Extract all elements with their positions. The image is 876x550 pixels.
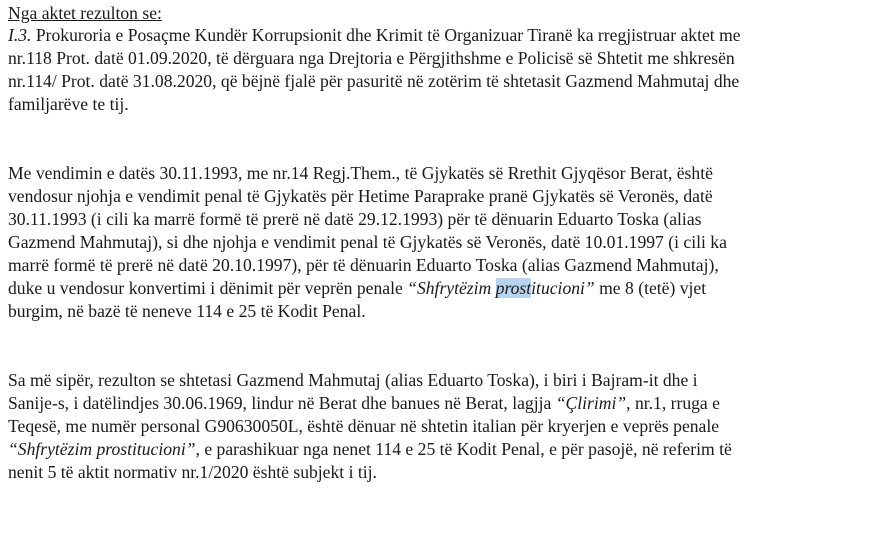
paragraph-3-line-3: Teqesë, me numër personal G90630050L, është dënuar në shtetin italian për kryerjen e veprës penale	[8, 416, 720, 436]
paragraph-2-line-6	[8, 277, 864, 299]
paragraph-2-text-6e: me 8 (tetë) vjet	[594, 278, 707, 298]
paragraph-1-text-1: Prokuroria e Posaçme Kundër Korrupsionit dhe Krimit të Organizuar Tiranë ka rregjistruar aktet me	[35, 25, 741, 45]
paragraph-3-line-2	[8, 392, 864, 414]
paragraph-1-line-2: nr.118 Prot. datë 01.09.2020, të dërguara nga Drejtoria e Përgjithshme e Policisë së Shtetit me shkresën	[8, 48, 735, 68]
offense-name-part-2: itucioni”	[531, 278, 595, 298]
paragraph-2-line-5: marrë formë të prerë në datë 20.10.1997), për të dënuarin Eduarto Toska (alias Gazmend Mahmutaj),	[8, 255, 719, 275]
neighborhood-name: “Çlirimi”	[555, 393, 627, 413]
paragraph-1-line-4: familjarëve te tij.	[8, 94, 129, 114]
offense-name: “Shfrytëzim prostitucioni”	[8, 439, 196, 459]
highlighted-selection[interactable]: prost	[495, 278, 532, 298]
paragraph-3-line-4	[8, 438, 864, 460]
section-heading: Nga aktet rezulton se:	[8, 3, 162, 23]
paragraph-2-text-6a: duke u vendosur konvertimi i dënimit për veprën penale	[8, 278, 408, 298]
paragraph-3-line-1: Sa më sipër, rezulton se shtetasi Gazmend Mahmutaj (alias Eduarto Toska), i biri i Bajram-it dhe i	[8, 370, 698, 390]
item-number: I.3.	[8, 25, 32, 45]
offense-name-part-1: “Shfrytëzim	[407, 278, 496, 298]
paragraph-1-line-3: nr.114/ Prot. datë 31.08.2020, që bëjnë fjalë për pasuritë në zotërim të shtetasit Gazmend Mahmutaj dhe	[8, 71, 740, 91]
paragraph-3-text-2a: Sanije-s, i datëlindjes 30.06.1969, lindur në Berat dhe banues në Berat, lagjja	[8, 393, 556, 413]
paragraph-2-line-7: burgim, në bazë të neneve 114 e 25 të Kodit Penal.	[8, 301, 366, 321]
paragraph-2-line-2: vendosur njohja e vendimit penal të Gjykatës për Hetime Paraprake pranë Gjykatës së Veronës, datë	[8, 186, 713, 206]
paragraph-2-line-3: 30.11.1993 (i cili ka marrë formë të prerë në datë 29.12.1993) për të dënuarin Eduarto Toska (alias	[8, 209, 702, 229]
paragraph-3-text-2c: , nr.1, rruga e	[626, 393, 720, 413]
paragraph-3-line-5: nenit 5 të aktit normativ nr.1/2020 është subjekt i tij.	[8, 462, 377, 482]
paragraph-3-text-4b: , e parashikuar nga nenet 114 e 25 të Kodit Penal, e për pasojë, në referim të	[195, 439, 732, 459]
paragraph-2-line-4: Gazmend Mahmutaj), si dhe njohja e vendimit penal të Gjykatës së Veronës, datë 10.01.1997 (i cili ka	[8, 232, 727, 252]
paragraph-2-line-1: Me vendimin e datës 30.11.1993, me nr.14 Regj.Them., të Gjykatës së Rrethit Gjyqësor Berat, është	[8, 163, 713, 183]
paragraph-1-line-1	[8, 24, 864, 46]
